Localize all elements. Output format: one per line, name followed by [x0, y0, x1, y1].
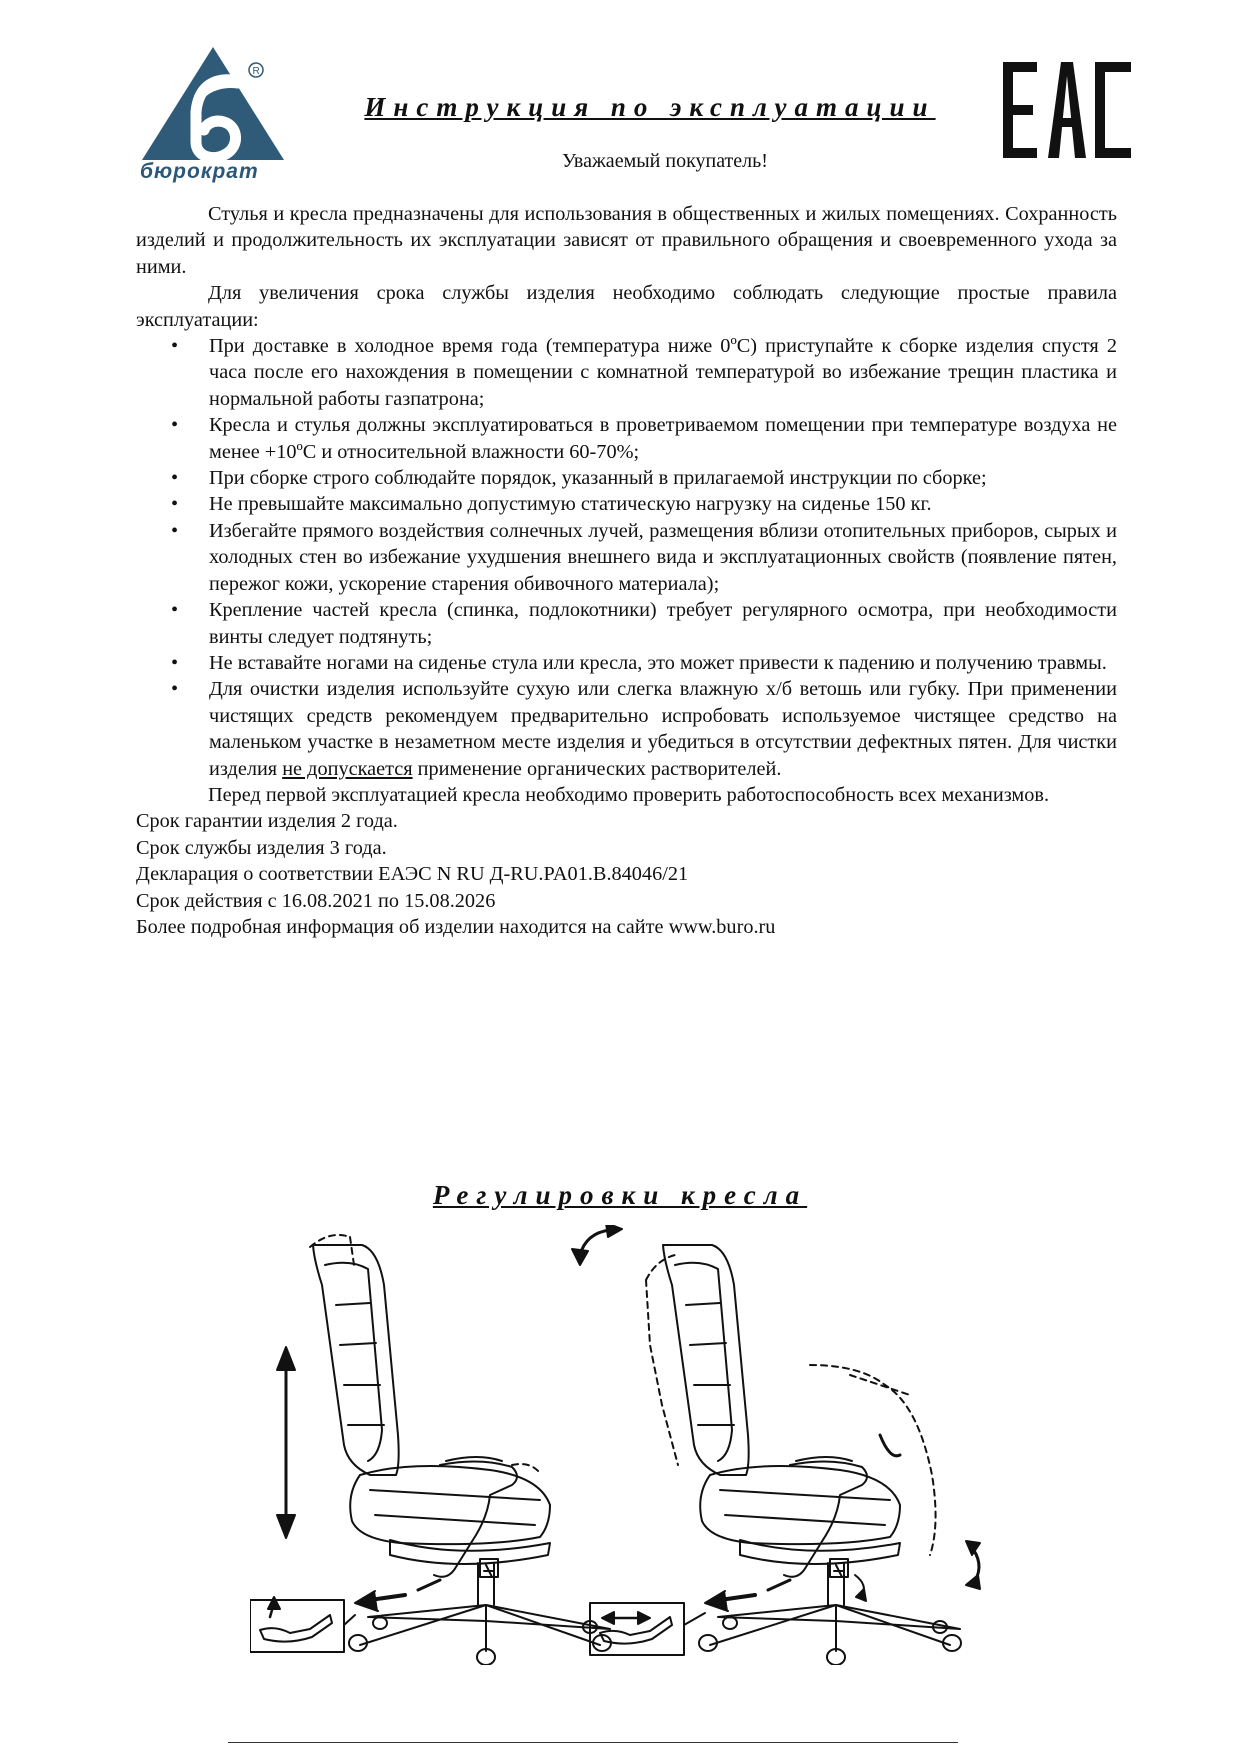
website-line: Более подробная информация об изделии находится на сайте www.buro.ru: [136, 915, 776, 938]
chair-adjustments-illustration: [250, 1225, 1010, 1665]
logo-wordmark: бюрократ: [140, 160, 259, 183]
validity-line: Срок действия с 16.08.2021 по 15.08.2026: [136, 889, 496, 912]
adjustments-title: Регулировки кресла: [432, 1180, 808, 1210]
rules-intro-paragraph: Для увеличения срока службы изделия необходимо соблюдать следующие простые правила эксплуатации:: [136, 282, 1117, 331]
list-item: • При доставке в холодное время года (температура ниже 0ºС) приступайте к сборке изделия спустя 2 часа после его нахождения в помещении с комнатной температурой во избежание трещин пластика и нормальной работы газпатрона;: [171, 335, 1117, 410]
warranty-line: Срок гарантии изделия 2 года.: [136, 810, 398, 833]
list-item: • Крепление частей кресла (спинка, подлокотники) требует регулярного осмотра, при необходимости винты следует подтянуть;: [171, 599, 1117, 648]
right-chair-drawing: [646, 1245, 961, 1665]
intro-paragraph: Стулья и кресла предназначены для использования в общественных и жилых помещениях. Сохранность изделий и продолжительность их эксплуатации зависят от правильного обращения и своевременного ухода за ними.: [136, 203, 1117, 278]
list-item: • Кресла и стулья должны эксплуатироваться в проветриваемом помещении при температуре воздуха не менее +10ºС и относительной влажности 60-70%;: [171, 414, 1117, 463]
instructions-body: [136, 201, 1117, 940]
emphasis-underlined: не допускается: [282, 757, 413, 780]
left-chair-drawing: [310, 1235, 611, 1665]
list-item: • При сборке строго соблюдайте порядок, указанный в прилагаемой инструкции по сборке;: [171, 467, 987, 490]
list-item: • Для очистки изделия используйте сухую или слегка влажную х/б ветошь или губку. При применении чистящих средств рекомендуем предварительно испробовать используемое чистящее средство на маленьком участке в незаметном месте изделия и убедиться в отсутствии дефектных пятен. Для чистки изделия не допускается применение органических растворителей.: [171, 678, 1117, 780]
greeting: Уважаемый покупатель!: [562, 150, 768, 172]
eac-certification-icon: [1003, 62, 1131, 158]
list-item: • Избегайте прямого воздействия солнечных лучей, размещения вблизи отопительных приборов, сырых и холодных стен во избежание ухудшения внешнего вида и эксплуатационных свойств (появление пятен, пережог кожи, ускорение старения обивочного материала);: [171, 519, 1117, 595]
list-item: • Не превышайте максимально допустимую статическую нагрузку на сиденье 150 кг.: [171, 493, 932, 516]
closing-paragraph: Перед первой эксплуатацией кресла необходимо проверить работоспособность всех механизмов.: [208, 783, 1050, 806]
declaration-line: Декларация о соответствии ЕАЭС N RU Д-RU.PA01.B.84046/21: [136, 863, 689, 886]
svg-text:R: R: [252, 66, 260, 77]
rules-list: [136, 333, 1117, 782]
service-life-line: Срок службы изделия 3 года.: [136, 836, 387, 859]
bottom-rule: [228, 1742, 958, 1743]
page-title: Инструкция по эксплуатации: [364, 92, 936, 122]
list-item: • Не вставайте ногами на сиденье стула или кресла, это может привести к падению и получению травмы.: [171, 651, 1107, 674]
